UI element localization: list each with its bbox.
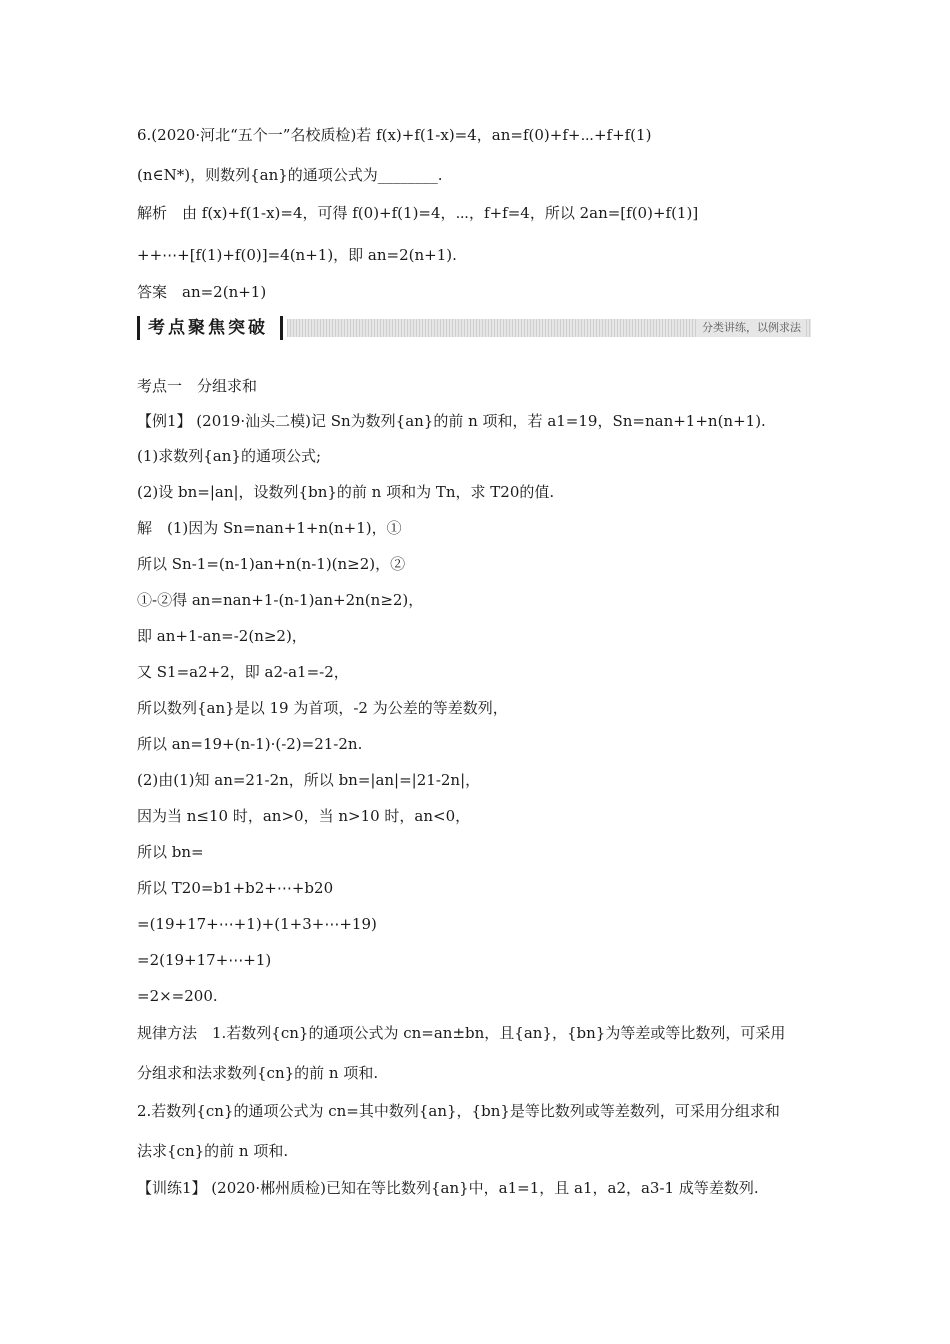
method-line: 法求{cn}的前 n 项和.: [137, 1142, 289, 1160]
problem6-analysis-line2: ++⋯+[f(1)+f(0)]=4(n+1)，即 an=2(n+1).: [137, 246, 457, 264]
example-line: 【例1】 (2019·汕头二模)记 Sn为数列{an}的前 n 项和，若 a1=19，Sn=nan+1+n(n+1).: [137, 412, 766, 430]
example-line: (1)求数列{an}的通项公式;: [137, 447, 321, 465]
example-line: 因为当 n≤10 时，an>0，当 n>10 时，an<0，: [137, 807, 471, 825]
training-problem: 【训练1】 (2020·郴州质检)已知在等比数列{an}中，a1=1，且 a1，a2，a3-1 成等差数列.: [137, 1179, 759, 1197]
example-line: 所以 T20=b1+b2+⋯+b20: [137, 879, 334, 897]
section-banner-title: 考点聚焦突破: [137, 316, 283, 340]
example-line: =2(19+17+⋯+1): [137, 951, 272, 969]
example-line: (2)设 bn=|an|，设数列{bn}的前 n 项和为 Tn，求 T20的值.: [137, 483, 555, 501]
topic-heading: 考点一 分组求和: [137, 377, 258, 395]
example-line: =2×=200.: [137, 987, 218, 1005]
method-line: 分组求和法求数列{cn}的前 n 项和.: [137, 1064, 379, 1082]
example-line: (2)由(1)知 an=21-2n，所以 bn=|an|=|21-2n|，: [137, 771, 481, 789]
example-line: 所以 an=19+(n-1)·(-2)=21-2n.: [137, 735, 363, 753]
problem6-stem-line2: (n∈N*)，则数列{an}的通项公式为________.: [137, 166, 443, 184]
section-banner-subtitle: 分类讲练，以例求法: [698, 319, 805, 337]
method-line: 规律方法 1.若数列{cn}的通项公式为 cn=an±bn，且{an}，{bn}为等差或等比数列，可采用: [137, 1024, 786, 1042]
example-line: 所以 bn=: [137, 843, 204, 861]
example-line: ①-②得 an=nan+1-(n-1)an+2n(n≥2)，: [137, 591, 424, 609]
section-banner: [137, 316, 811, 340]
section-banner-bar: [287, 319, 811, 337]
method-line: 2.若数列{cn}的通项公式为 cn=其中数列{an}，{bn}是等比数列或等差数列，可采用分组求和: [137, 1102, 780, 1120]
example-line: =(19+17+⋯+1)+(1+3+⋯+19): [137, 915, 377, 933]
example-line: 所以数列{an}是以 19 为首项，-2 为公差的等差数列，: [137, 699, 508, 717]
problem6-answer: 答案 an=2(n+1): [137, 283, 267, 301]
problem6-analysis-line1: 解析 由 f(x)+f(1-x)=4，可得 f(0)+f(1)=4，⋯，f+f=4，所以 2an=[f(0)+f(1)]: [137, 204, 699, 222]
example-line: 又 S1=a2+2，即 a2-a1=-2，: [137, 663, 349, 681]
example-line: 所以 Sn-1=(n-1)an+n(n-1)(n≥2)，②: [137, 555, 406, 573]
example-line: 解 (1)因为 Sn=nan+1+n(n+1)，①: [137, 519, 402, 537]
problem6-stem-line1: 6.(2020·河北“五个一”名校质检)若 f(x)+f(1-x)=4，an=f(0)+f+⋯+f+f(1): [137, 126, 652, 144]
example-line: 即 an+1-an=-2(n≥2)，: [137, 627, 307, 645]
